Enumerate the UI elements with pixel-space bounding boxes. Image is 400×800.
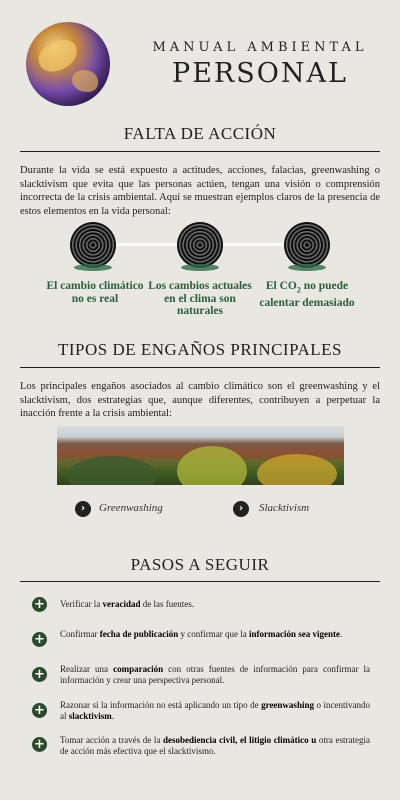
plus-icon: + (32, 737, 47, 752)
step-item: Razonar si la información no está aplicando un tipo de greenwashing o incentivando al slacktivism. (60, 700, 370, 721)
section-title-falta: FALTA DE ACCIÓN (123, 124, 277, 143)
section-title-tipos: TIPOS DE ENGAÑOS PRINCIPALES (58, 340, 342, 359)
title-main: PERSONAL (172, 58, 348, 89)
header (0, 0, 400, 120)
tipos-intro: Los principales engaños asociados al cambio climático son el greenwashing y el slacktivism, dos estrategias que, aunque diferentes, contribuyen a perpetuar la inacción frente a la crisis ambiental: (20, 381, 380, 419)
tree-ring-icon (284, 222, 330, 268)
tree-ring-icon (70, 222, 116, 268)
co2-sub: 2 (296, 285, 301, 295)
step-item: Confirmar fecha de publicación y confirmar que la información sea vigente. (60, 629, 343, 639)
step-item: Verificar la veracidad de las fuentes. (60, 599, 194, 609)
example-label: El cambio climático no es real (46, 280, 144, 305)
plus-icon: + (32, 703, 47, 718)
tree-ring-icon (177, 222, 223, 268)
co2-pre: El CO (265, 280, 297, 292)
example-label-co2 (252, 280, 362, 309)
plus-icon: + (32, 597, 47, 612)
divider (20, 367, 380, 368)
arrow-right-icon[interactable]: › (233, 501, 249, 517)
earth-globe-icon (26, 22, 110, 106)
arrow-right-icon[interactable]: › (75, 501, 91, 517)
plus-icon: + (32, 632, 47, 647)
co2-post: no puede calentar demasiado (259, 280, 355, 309)
section-title-pasos: PASOS A SEGUIR (130, 555, 270, 574)
falta-intro: Durante la vida se está expuesto a actitudes, acciones, falacias, greenwashing o slacktivism que evita que las personas actúen, tengan una visión o comprensión incorrecta de la crisis ambiental. Aquí se muestran ejemplos claros de la presencia de estos elementos en la vida personal: (20, 165, 380, 217)
divider (20, 151, 380, 152)
step-item: Realizar una comparación con otras fuentes de información para confirmar la información y crear una perspectiva personal. (60, 664, 370, 685)
greenwashing-link[interactable]: Greenwashing (99, 502, 163, 514)
slacktivism-link[interactable]: Slacktivism (259, 502, 310, 514)
canyon-forest-photo (57, 426, 344, 485)
title-top: MANUAL AMBIENTAL (152, 40, 368, 55)
divider (20, 581, 380, 582)
step-item: Tomar acción a través de la desobediencia civil, el litigio climático u otra estrategia de acción más efectiva que el slacktivismo. (60, 735, 370, 756)
example-label: Los cambios actuales en el clima son naturales (148, 280, 252, 317)
plus-icon: + (32, 667, 47, 682)
